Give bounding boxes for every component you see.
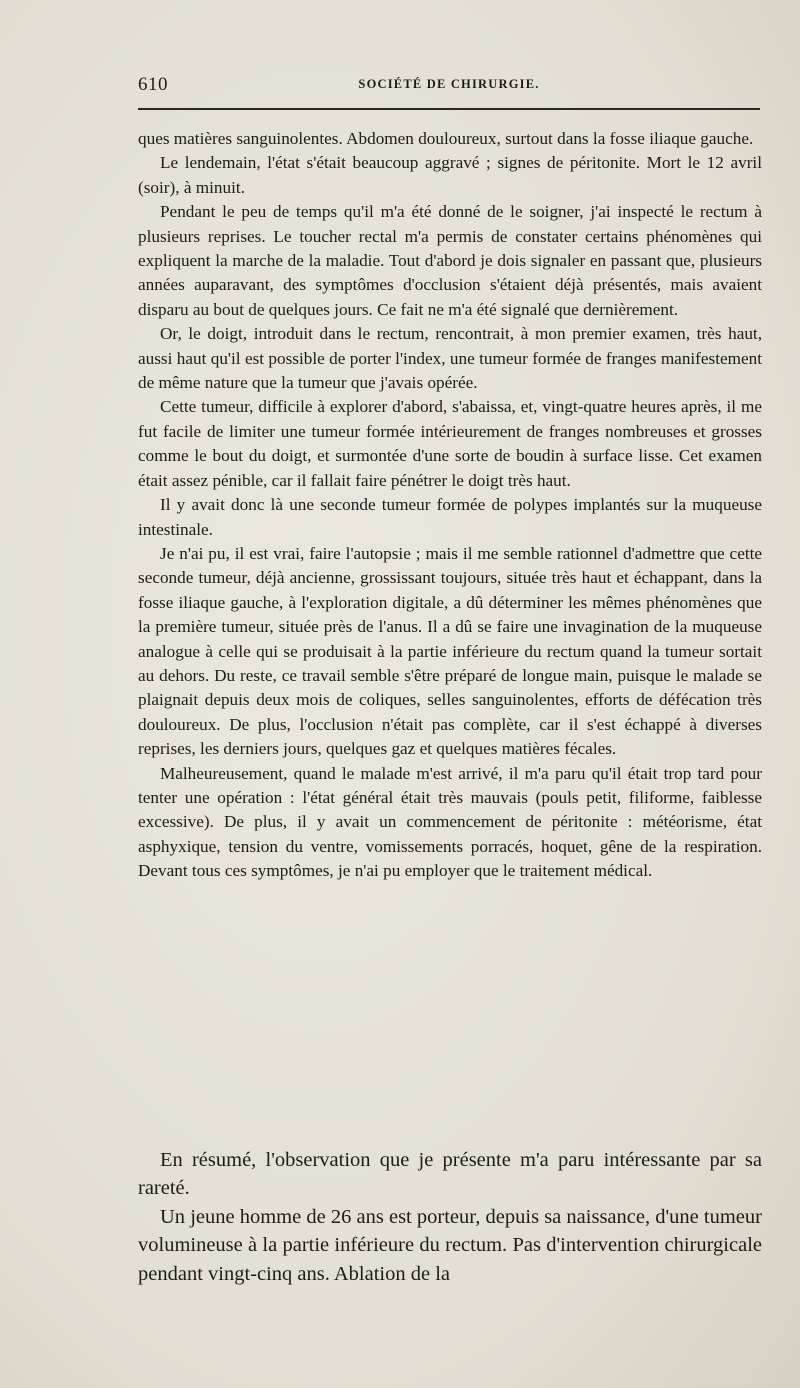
page-number: 610: [138, 74, 168, 95]
paragraph-2: Le lendemain, l'état s'était beaucoup aggravé ; signes de péritonite. Mort le 12 avril (soir), à minuit.: [138, 153, 762, 197]
paragraph-3: Pendant le peu de temps qu'il m'a été donné de le soigner, j'ai inspecté le rectum à plusieurs reprises. Le toucher rectal m'a permis de constater certains phénomènes qui expliquent la marche de la maladie. Tout d'abord je dois signaler en passant que, plusieurs années auparavant, des symptômes d'occlusion s'étaient déjà présentés, mais avaient disparu au bout de quelques jours. Ce fait ne m'a été signalé que dernièrement.: [138, 202, 762, 319]
page-header: [138, 74, 760, 100]
paragraph-7: Je n'ai pu, il est vrai, faire l'autopsie ; mais il me semble rationnel d'admettre que cette seconde tumeur, déjà ancienne, grossissant toujours, située très haut et échappant, dans la fosse iliaque gauche, à l'exploration digitale, a dû déterminer les mêmes phénomènes que la première tumeur, située près de l'anus. Il a dû se faire une invagination de la muqueuse analogue à celle qui se produisait à la partie inférieure du rectum quand la tumeur sortait au dehors. Du reste, ce travail semble s'être préparé de longue main, puisque le malade se plaignait depuis deux mois de coliques, selles sanguinolentes, efforts de défécation très douloureux. De plus, l'occlusion n'était pas complète, car il s'est échappé à diverses reprises, les derniers jours, quelques gaz et quelques matières fécales.: [138, 543, 762, 759]
body-text: [138, 127, 762, 884]
running-head: SOCIÉTÉ DE CHIRURGIE.: [358, 77, 540, 91]
summary-paragraph-2: Un jeune homme de 26 ans est porteur, depuis sa naissance, d'une tumeur volumineuse à la partie inférieure du rectum. Pas d'intervention chirurgicale pendant vingt-cinq ans. Ablation de la: [138, 1205, 762, 1285]
paragraph-1: ques matières sanguinolentes. Abdomen douloureux, surtout dans la fosse iliaque gauche.: [138, 129, 754, 148]
summary-paragraph-1: En résumé, l'observation que je présente m'a paru intéressante par sa rareté.: [138, 1149, 762, 1200]
paragraph-4: Or, le doigt, introduit dans le rectum, rencontrait, à mon premier examen, très haut, aussi haut qu'il est possible de porter l'index, une tumeur formée de franges manifestement de même nature que la tumeur que j'avais opérée.: [138, 324, 762, 393]
paragraph-6: Il y avait donc là une seconde tumeur formée de polypes implantés sur la muqueuse intestinale.: [138, 495, 762, 539]
summary-section: [138, 1146, 762, 1288]
paragraph-8: Malheureusement, quand le malade m'est arrivé, il m'a paru qu'il était trop tard pour tenter une opération : l'état général était très mauvais (pouls petit, filiforme, faiblesse excessive). De plus, il y avait un commencement de péritonite : météorisme, état asphyxique, tension du ventre, vomissements porracés, hoquet, gêne de la respiration. Devant tous ces symptômes, je n'ai pu employer que le traitement médical.: [138, 763, 762, 881]
header-rule: [138, 108, 760, 110]
paragraph-5: Cette tumeur, difficile à explorer d'abord, s'abaissa, et, vingt-quatre heures après, il me fut facile de limiter une tumeur formée intérieurement de franges nombreuses et grosses comme le bout du doigt, et surmontée d'une sorte de boudin à surface lisse. Cet examen était assez pénible, car il fallait faire pénétrer le doigt très haut.: [138, 397, 762, 490]
